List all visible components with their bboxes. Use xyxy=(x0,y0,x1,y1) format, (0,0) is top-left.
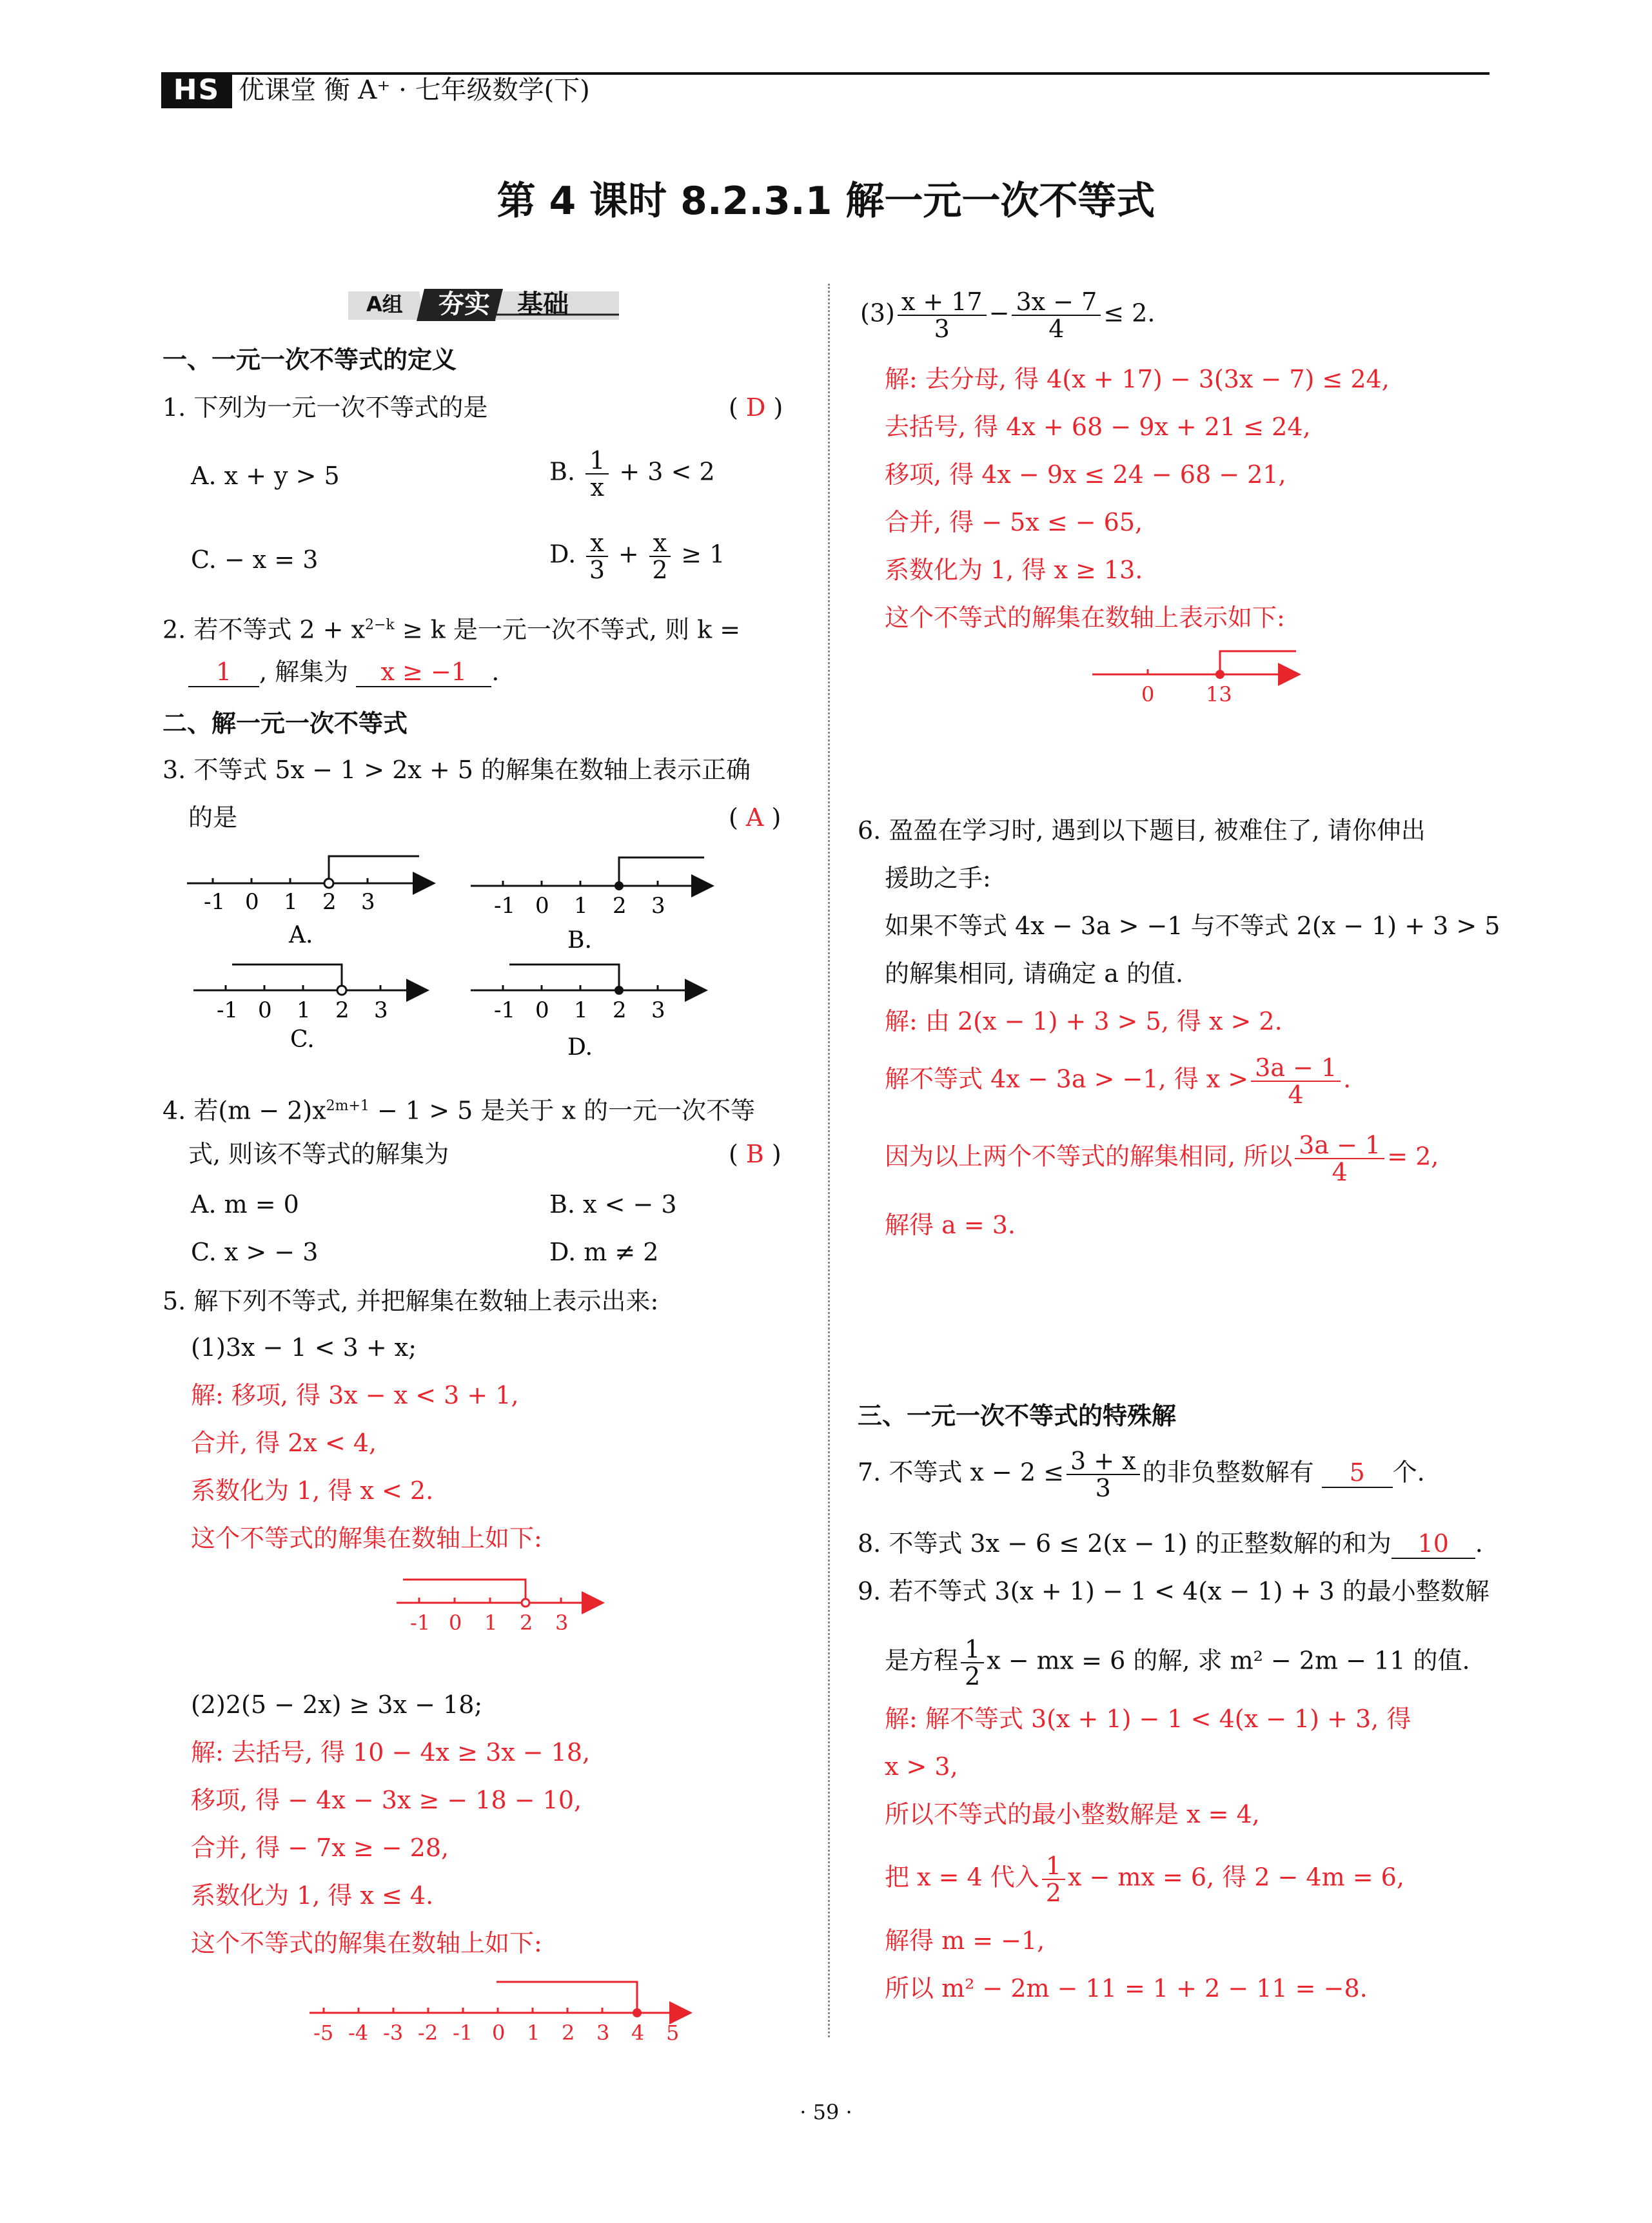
header-text: 优课堂 衡 A⁺ · 七年级数学(下) xyxy=(239,75,590,105)
q5-part2-step-1: 解: 去括号, 得 10 − 4x ≥ 3x − 18, xyxy=(191,1738,591,1767)
q3a-tick-0: -1 xyxy=(204,889,226,915)
q5p3-fraction-2: $\frac{3x - 7}{4}$ xyxy=(1012,289,1101,342)
q3d-tick-1: 0 xyxy=(535,997,549,1023)
q2-answer-set: x ≥ −1 xyxy=(356,658,491,687)
q3a-tick-2: 1 xyxy=(284,889,298,915)
group-badge xyxy=(348,286,619,322)
q9-fraction-1: $\frac{1}{2}$ xyxy=(961,1636,984,1689)
q5p3-fraction-1: $\frac{x + 17}{3}$ xyxy=(898,289,987,342)
q5-part1-step-1: 解: 移项, 得 3x − x < 3 + 1, xyxy=(191,1381,519,1409)
q6-solution-2: 解不等式 4x − 3a > −1, 得 x > $\frac{3a - 1}{4}$ . xyxy=(885,1053,1352,1109)
q3b-tick-1: 0 xyxy=(535,893,549,919)
q3-answer-paren: ( A ) xyxy=(729,803,782,832)
q9-solution-5: 解得 m = −1, xyxy=(885,1926,1045,1955)
q3b-tick-0: -1 xyxy=(494,893,516,919)
q3-label-b: B. xyxy=(567,927,592,954)
q2-answer-k: 1 xyxy=(188,658,259,687)
q8-stem: 8. 不等式 3x − 6 ≤ 2(x − 1) 的正整数解的和为 10 . xyxy=(858,1529,1483,1558)
q3a-tick-1: 0 xyxy=(245,889,259,915)
q3c-tick-3: 2 xyxy=(335,997,349,1023)
q3-axis-a xyxy=(187,856,432,948)
q5-part1-step-3: 系数化为 1, 得 x < 2. xyxy=(191,1476,434,1505)
q6-fraction-1: $\frac{3a - 1}{4}$ xyxy=(1251,1055,1341,1108)
q5p3-tick-0: 0 xyxy=(1141,682,1155,707)
q7-stem: 7. 不等式 x − 2 ≤ $\frac{3 + x}{3}$ 的非负整数解有 5 个. xyxy=(858,1447,1425,1502)
q4-option-a: A. m = 0 xyxy=(191,1190,299,1219)
q3d-tick-4: 3 xyxy=(651,997,665,1023)
q2-stem: 2. 若不等式 $2 + x^{2-k} \ge k$ 是一元一次不等式, 则 k = xyxy=(162,615,741,644)
q9-solution-3: 所以不等式的最小整数解是 x = 4, xyxy=(885,1800,1260,1828)
q9-stem-1: 9. 若不等式 3(x + 1) − 1 < 4(x − 1) + 3 的最小整数解 xyxy=(858,1577,1490,1605)
q5p1-tick-0: -1 xyxy=(410,1611,431,1635)
q6-stem-2: 援助之手: xyxy=(885,864,991,892)
q9-solution-1: 解: 解不等式 3(x + 1) − 1 < 4(x − 1) + 3, 得 xyxy=(885,1705,1411,1733)
q3-label-d: D. xyxy=(567,1034,593,1061)
q6-stem-1: 6. 盈盈在学习时, 遇到以下题目, 被难住了, 请你伸出 xyxy=(858,816,1426,845)
q8-answer: 10 xyxy=(1391,1529,1475,1559)
q5p2-tick-2: -3 xyxy=(383,2021,404,2045)
q5p1-tick-1: 0 xyxy=(449,1611,462,1635)
q3-stem-2: 的是 xyxy=(188,803,238,832)
q7-answer: 5 xyxy=(1322,1458,1393,1488)
q3b-tick-2: 1 xyxy=(574,893,588,919)
q3c-tick-0: -1 xyxy=(217,997,239,1023)
q1-stem: 1. 下列为一元一次不等式的是 xyxy=(162,393,488,422)
q5-part1-number-line xyxy=(393,1571,613,1641)
q5p2-tick-8: 3 xyxy=(596,2021,610,2045)
q5p2-tick-5: 0 xyxy=(492,2021,506,2045)
q6-fraction-2: $\frac{3a - 1}{4}$ xyxy=(1295,1132,1384,1185)
q4-option-d: D. m ≠ 2 xyxy=(549,1238,659,1266)
q5-part3-step-6: 这个不等式的解集在数轴上表示如下: xyxy=(885,603,1285,632)
q5-part1-step-4: 这个不等式的解集在数轴上如下: xyxy=(191,1524,542,1552)
section-heading-2: 二、解一元一次不等式 xyxy=(162,709,408,738)
q1-option-c: C. − x = 3 xyxy=(191,545,319,574)
badge-word-1: 夯实 xyxy=(438,289,490,319)
q5p2-tick-1: -4 xyxy=(348,2021,369,2045)
q5-stem: 5. 解下列不等式, 并把解集在数轴上表示出来: xyxy=(162,1287,659,1315)
hs-logo: HS xyxy=(161,72,232,108)
q5-part3-title: (3) $\frac{x + 17}{3}$ − $\frac{3x - 7}{4}$ ≤ 2. xyxy=(860,288,1155,343)
column-divider xyxy=(828,284,830,2037)
q3-answer: A xyxy=(745,803,764,832)
section-heading-3: 三、一元一次不等式的特殊解 xyxy=(858,1402,1177,1430)
q1-answer-paren: ( D ) xyxy=(729,393,783,422)
q5-part2-step-2: 移项, 得 − 4x − 3x ≥ − 18 − 10, xyxy=(191,1786,582,1814)
q5p2-tick-7: 2 xyxy=(562,2021,575,2045)
q3c-tick-2: 1 xyxy=(297,997,311,1023)
q5-part3-step-1: 解: 去分母, 得 4(x + 17) − 3(3x − 7) ≤ 24, xyxy=(885,365,1390,393)
q5p2-tick-10: 5 xyxy=(666,2021,680,2045)
q5-part2-title: (2)2(5 − 2x) ≥ 3x − 18; xyxy=(191,1690,483,1719)
q4-answer-paren: ( B ) xyxy=(729,1140,782,1168)
q5-part2-number-line xyxy=(303,1973,703,2050)
q3-axis-c xyxy=(193,965,426,1053)
q5-part3-step-3: 移项, 得 4x − 9x ≤ 24 − 68 − 21, xyxy=(885,460,1286,489)
q5-part2-step-4: 系数化为 1, 得 x ≤ 4. xyxy=(191,1881,434,1910)
q5p2-tick-4: -1 xyxy=(453,2021,473,2045)
q3c-tick-4: 3 xyxy=(374,997,388,1023)
q5p1-tick-3: 2 xyxy=(520,1611,533,1635)
q5p2-tick-6: 1 xyxy=(527,2021,540,2045)
q5-part1-title: (1)3x − 1 < 3 + x; xyxy=(191,1333,417,1362)
q4-option-b: B. x < − 3 xyxy=(549,1190,677,1219)
q5-part3-number-line xyxy=(1090,646,1309,710)
q5-part1-step-2: 合并, 得 2x < 4, xyxy=(191,1429,377,1457)
q4-stem-1: 4. 若$(m - 2)x^{2m+1} - 1 > 5$ 是关于 x 的一元一次不等 xyxy=(162,1096,755,1125)
q6-solution-4: 解得 a = 3. xyxy=(885,1211,1016,1239)
q5p3-tick-13: 13 xyxy=(1206,682,1232,707)
q1-answer: D xyxy=(745,393,766,422)
q3d-tick-3: 2 xyxy=(613,997,627,1023)
q1-option-b: B. $\frac{1}{x}$ + 3 < 2 xyxy=(549,446,715,502)
q9-stem-2: 是方程 $\frac{1}{2}$ x − mx = 6 的解, 求 m² − 2m − 11 的值. xyxy=(885,1635,1470,1690)
q4-stem-2: 式, 则该不等式的解集为 xyxy=(188,1140,449,1168)
q1-b-fraction: $\frac{1}{x}$ xyxy=(585,447,609,500)
page-title: 第 4 课时 8.2.3.1 解一元一次不等式 xyxy=(497,179,1155,224)
q5p1-tick-4: 3 xyxy=(555,1611,569,1635)
q1-d-fraction-1: $\frac{x}{3}$ xyxy=(586,530,607,583)
section-heading-1: 一、一元一次不等式的定义 xyxy=(162,346,457,374)
q1-d-fraction-2: $\frac{x}{2}$ xyxy=(649,530,671,583)
q3-label-a: A. xyxy=(289,922,313,948)
q6-solution-1: 解: 由 2(x − 1) + 3 > 5, 得 x > 2. xyxy=(885,1007,1283,1035)
q3b-tick-4: 3 xyxy=(651,893,665,919)
badge-group-label: A组 xyxy=(366,292,403,317)
q6-stem-4: 的解集相同, 请确定 a 的值. xyxy=(885,959,1184,988)
q7-fraction: $\frac{3 + x}{3}$ xyxy=(1067,1448,1140,1501)
q3d-tick-0: -1 xyxy=(494,997,516,1023)
q3-label-c: C. xyxy=(290,1026,315,1053)
q9-solution-6: 所以 m² − 2m − 11 = 1 + 2 − 11 = −8. xyxy=(885,1974,1368,2003)
badge-word-2: 基础 xyxy=(517,289,569,319)
q1-option-a: A. x + y > 5 xyxy=(191,462,340,490)
q6-solution-3: 因为以上两个不等式的解集相同, 所以 $\frac{3a - 1}{4}$ = 2, xyxy=(885,1131,1439,1186)
q2-answers: 1 , 解集为 x ≥ −1 . xyxy=(188,658,499,687)
page-number: · 59 · xyxy=(800,2100,852,2124)
q5-part2-step-3: 合并, 得 − 7x ≥ − 28, xyxy=(191,1834,449,1862)
q3a-tick-4: 3 xyxy=(361,889,375,915)
q5p1-tick-2: 1 xyxy=(484,1611,498,1635)
q6-stem-3: 如果不等式 4x − 3a > −1 与不等式 2(x − 1) + 3 > 5 xyxy=(885,912,1500,940)
q3b-tick-3: 2 xyxy=(613,893,627,919)
q9-solution-4: 把 x = 4 代入 $\frac{1}{2}$ x − mx = 6, 得 2 − 4m = 6, xyxy=(885,1852,1404,1907)
q1-option-d: D. $\frac{x}{3}$ + $\frac{x}{2}$ ≥ 1 xyxy=(549,529,725,584)
q5-part3-step-5: 系数化为 1, 得 x ≥ 13. xyxy=(885,556,1143,584)
q5p2-tick-9: 4 xyxy=(631,2021,645,2045)
q5-part3-step-2: 去括号, 得 4x + 68 − 9x + 21 ≤ 24, xyxy=(885,413,1311,441)
q3-axis-b xyxy=(471,857,711,954)
q5p2-tick-0: -5 xyxy=(313,2021,334,2045)
q9-solution-2: x > 3, xyxy=(885,1752,958,1781)
q4-option-c: C. x > − 3 xyxy=(191,1238,319,1266)
q3a-tick-3: 2 xyxy=(322,889,337,915)
q9-fraction-2: $\frac{1}{2}$ xyxy=(1042,1853,1065,1906)
q3-number-line-d xyxy=(464,954,722,1070)
q5p2-tick-3: -2 xyxy=(418,2021,438,2045)
q3c-tick-1: 0 xyxy=(258,997,272,1023)
q4-answer: B xyxy=(745,1140,764,1168)
q5-part3-step-4: 合并, 得 − 5x ≤ − 65, xyxy=(885,508,1143,536)
q3d-tick-2: 1 xyxy=(574,997,588,1023)
q5-part2-step-5: 这个不等式的解集在数轴上如下: xyxy=(191,1929,542,1957)
q3-stem-1: 3. 不等式 5x − 1 > 2x + 5 的解集在数轴上表示正确 xyxy=(162,756,751,784)
